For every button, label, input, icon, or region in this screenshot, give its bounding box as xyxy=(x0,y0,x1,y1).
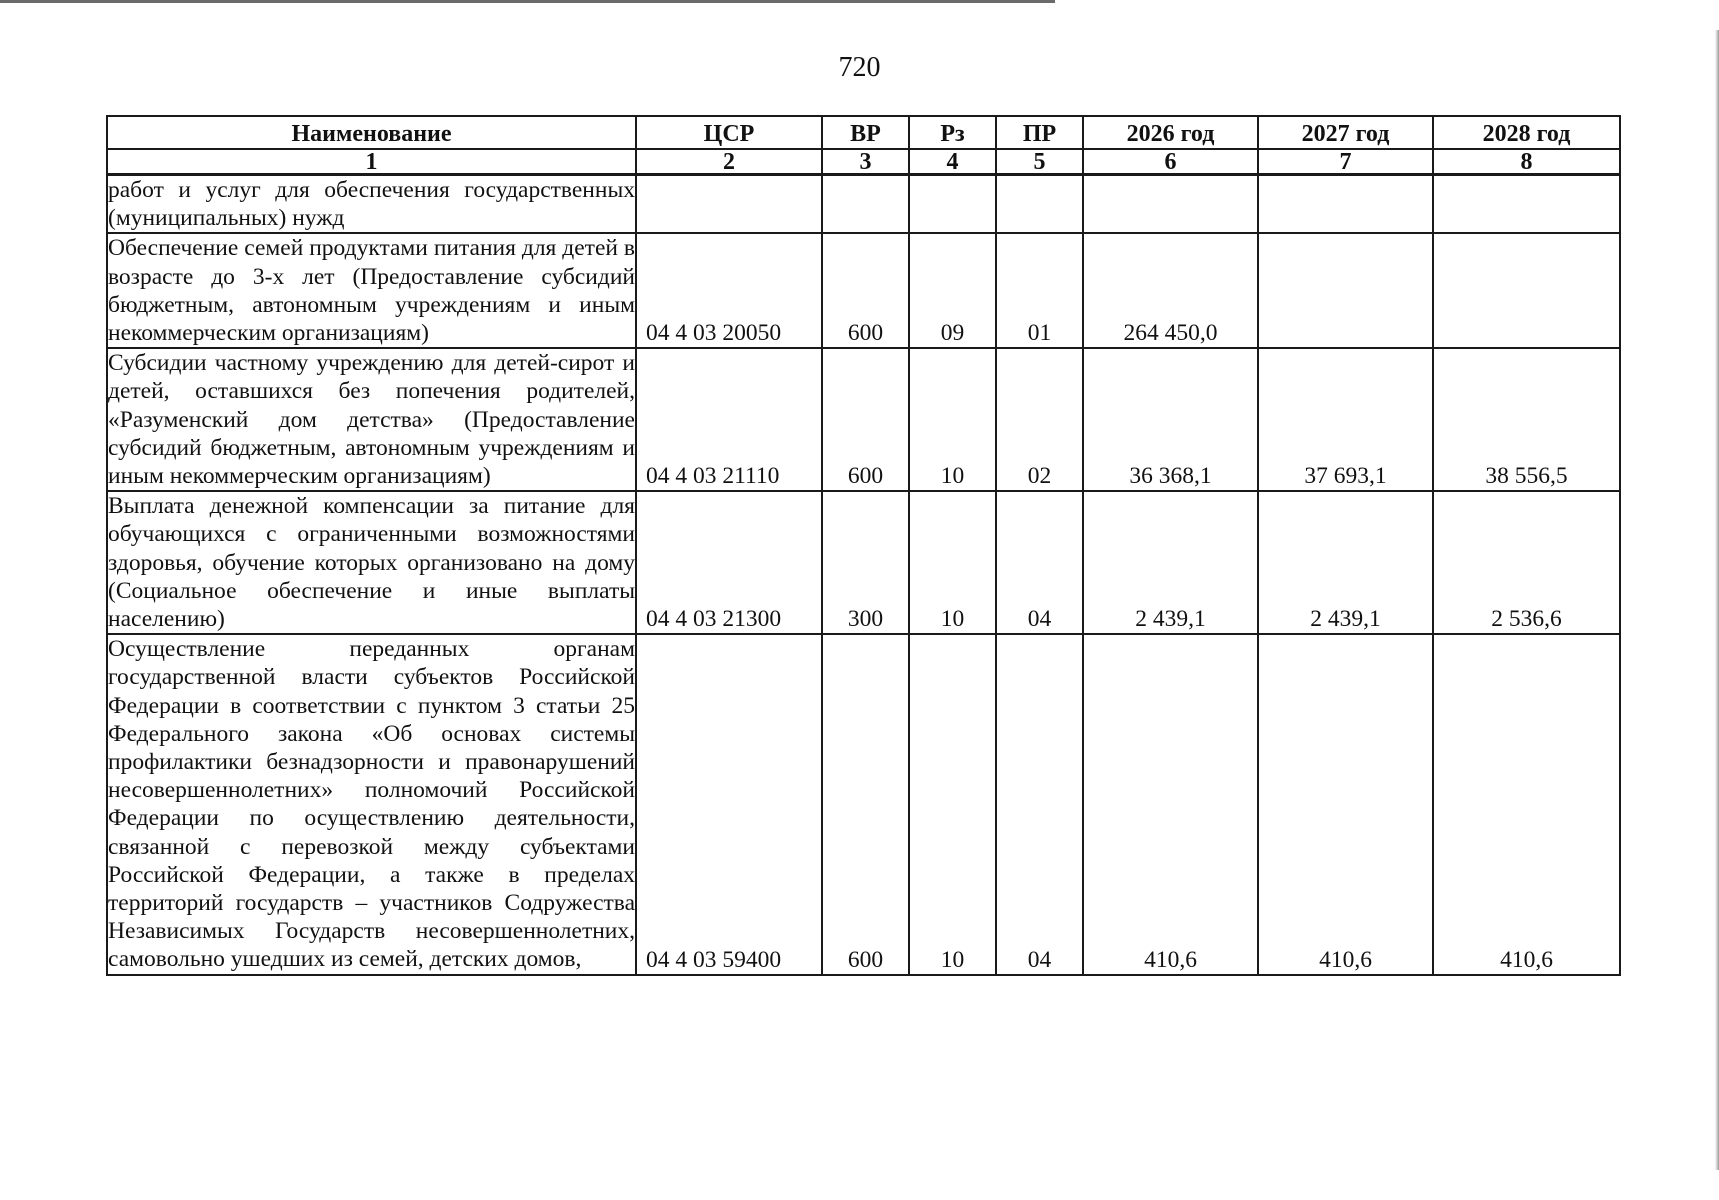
header-pr: ПР xyxy=(996,116,1083,149)
row-2027 xyxy=(1258,233,1433,348)
header-2028: 2028 год xyxy=(1433,116,1620,149)
row-pr: 02 xyxy=(996,348,1083,491)
row-rz: 10 xyxy=(909,491,996,634)
row-2028: 410,6 xyxy=(1433,634,1620,974)
column-number: 8 xyxy=(1433,149,1620,175)
row-2028: 38 556,5 xyxy=(1433,348,1620,491)
row-rz xyxy=(909,175,996,234)
row-2028: 2 536,6 xyxy=(1433,491,1620,634)
row-vr: 600 xyxy=(822,348,909,491)
row-vr xyxy=(822,175,909,234)
row-csr: 04 4 03 20050 xyxy=(636,233,822,348)
table-row xyxy=(107,233,1620,348)
header-csr: ЦСР xyxy=(636,116,822,149)
column-number: 5 xyxy=(996,149,1083,175)
row-name: работ и услуг для обеспечения государственных (муниципальных) нужд xyxy=(107,175,636,234)
column-number: 6 xyxy=(1083,149,1258,175)
row-2026 xyxy=(1083,175,1258,234)
row-name: Субсидии частному учреждению для детей-сирот и детей, оставшихся без попечения родителей, «Разуменский дом детства» (Предоставление субсидий бюджетным, автономным учреждениям и иным некоммерческим организациям) xyxy=(107,348,636,491)
table-row xyxy=(107,634,1620,974)
row-rz: 09 xyxy=(909,233,996,348)
header-rz: Рз xyxy=(909,116,996,149)
budget-table xyxy=(106,115,1621,976)
column-number: 2 xyxy=(636,149,822,175)
row-2028 xyxy=(1433,175,1620,234)
row-2027: 2 439,1 xyxy=(1258,491,1433,634)
row-2026: 264 450,0 xyxy=(1083,233,1258,348)
column-number: 7 xyxy=(1258,149,1433,175)
row-name: Выплата денежной компенсации за питание для обучающихся с ограниченными возможностями здоровья, обучение которых организовано на дому (Социальное обеспечение и иные выплаты населению) xyxy=(107,491,636,634)
header-row xyxy=(107,116,1620,149)
header-name: Наименование xyxy=(107,116,636,149)
row-csr: 04 4 03 21300 xyxy=(636,491,822,634)
row-pr: 04 xyxy=(996,491,1083,634)
row-2026: 36 368,1 xyxy=(1083,348,1258,491)
page-number: 720 xyxy=(838,52,881,83)
table-row xyxy=(107,175,1620,234)
row-pr xyxy=(996,175,1083,234)
column-number: 4 xyxy=(909,149,996,175)
row-csr xyxy=(636,175,822,234)
row-2026: 410,6 xyxy=(1083,634,1258,974)
header-2026: 2026 год xyxy=(1083,116,1258,149)
row-vr: 300 xyxy=(822,491,909,634)
row-rz: 10 xyxy=(909,348,996,491)
row-csr: 04 4 03 59400 xyxy=(636,634,822,974)
column-number: 3 xyxy=(822,149,909,175)
row-2027: 37 693,1 xyxy=(1258,348,1433,491)
header-vr: ВР xyxy=(822,116,909,149)
row-2027: 410,6 xyxy=(1258,634,1433,974)
row-2026: 2 439,1 xyxy=(1083,491,1258,634)
column-number: 1 xyxy=(107,149,636,175)
table-row xyxy=(107,491,1620,634)
row-vr: 600 xyxy=(822,634,909,974)
row-name: Обеспечение семей продуктами питания для детей в возрасте до 3-х лет (Предоставление субсидий бюджетным, автономным учреждениям и иным некоммерческим организациям) xyxy=(107,233,636,348)
row-csr: 04 4 03 21110 xyxy=(636,348,822,491)
row-2028 xyxy=(1433,233,1620,348)
row-rz: 10 xyxy=(909,634,996,974)
row-name: Осуществление переданных органам государственной власти субъектов Российской Федерации в соответствии с пунктом 3 статьи 25 Федерального закона «Об основах системы профилактики безнадзорности и правонарушений несовершеннолетних» полномочий Российской Федерации по осуществлению деятельности, связанной с перевозкой между субъектами Российской Федерации, а также в пределах территорий государств – участников Содружества Независимых Государств несовершеннолетних, самовольно ушедших из семей, детских домов, xyxy=(107,634,636,974)
row-pr: 01 xyxy=(996,233,1083,348)
table-row xyxy=(107,348,1620,491)
header-2027: 2027 год xyxy=(1258,116,1433,149)
scan-border-line xyxy=(0,0,1055,3)
row-pr: 04 xyxy=(996,634,1083,974)
scan-edge-shadow xyxy=(1715,30,1719,1170)
row-2027 xyxy=(1258,175,1433,234)
row-vr: 600 xyxy=(822,233,909,348)
column-number-row xyxy=(107,149,1620,175)
